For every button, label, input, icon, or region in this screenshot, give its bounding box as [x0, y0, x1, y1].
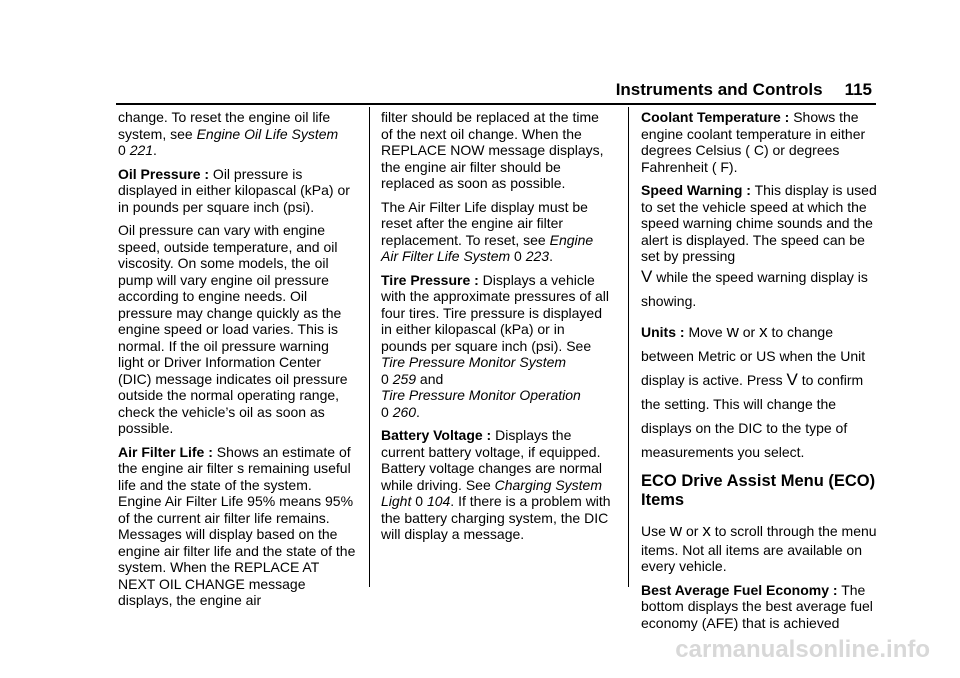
paragraph-units: Units : Move w or x to change between Metric or US when the Unit display is active. Press V to confirm the setting. This will change the displays on the DIC to the type of measurements you select.	[641, 321, 866, 460]
page-reference[interactable]: 260	[392, 403, 417, 420]
column-divider-2	[628, 107, 629, 587]
term-oil-pressure: Oil Pressure :	[118, 165, 210, 182]
page-ref-arrow-icon: 0	[118, 142, 126, 158]
paragraph: The Air Filter Life display must be reset after the engine air filter replacement. To reset, see Engine Air Filter Life System 0 223.	[381, 198, 594, 264]
page-reference[interactable]: 259	[392, 370, 417, 387]
page-ref-arrow-icon: 0	[381, 370, 389, 387]
watermark: carmanualsonline.info	[675, 636, 930, 663]
term-tire-pressure: Tire Pressure :	[381, 271, 479, 288]
paragraph-battery-voltage: Battery Voltage : Displays the current battery voltage, if equipped. Battery voltage changes are normal while driving. See Charging System Light 0 104. If there is a problem with the battery charging system, the DIC will display a message.	[381, 427, 611, 542]
term-best-average-fuel-economy: Best Average Fuel Economy :	[641, 581, 838, 598]
term-coolant-temperature: Coolant Temperature :	[641, 109, 790, 125]
paragraph: filter should be replaced at the time of the next oil change. When the REPLACE NOW message displays, the engine air filter should be replaced as soon as possible.	[381, 109, 604, 191]
page-ref-arrow-icon: 0	[415, 493, 424, 509]
up-arrow-button-icon: w	[726, 321, 739, 341]
check-button-icon: V	[641, 266, 653, 286]
cross-reference-link[interactable]: Tire Pressure Monitor System	[381, 354, 567, 370]
page-reference[interactable]: 104	[426, 493, 451, 509]
paragraph-best-average-fuel-economy: Best Average Fuel Economy : The bottom displays the best average fuel economy (AFE) that is achieved	[641, 581, 873, 631]
paragraph-speed-warning: Speed Warning : This display is used to set the vehicle speed at which the speed warning chime sounds and the alert is displayed. The speed can be set by pressing V while the speed warning display is showing.	[641, 182, 877, 309]
cross-reference-link[interactable]: Engine Air Filter Life System	[381, 231, 594, 264]
term-air-filter-life: Air Filter Life :	[118, 443, 213, 460]
paragraph-coolant-temperature: Coolant Temperature : Shows the engine coolant temperature in either degrees Celsius ( C) or degrees Fahrenheit ( F).	[641, 109, 866, 175]
cross-reference-link[interactable]: Charging System Light	[381, 476, 603, 509]
term-speed-warning: Speed Warning :	[641, 182, 751, 198]
page-number: 115	[844, 80, 872, 99]
down-arrow-button-icon: x	[759, 321, 768, 341]
cross-reference-link[interactable]: Engine Oil Life System	[196, 125, 339, 142]
header-rule	[116, 103, 876, 105]
down-arrow-button-icon: x	[702, 520, 711, 540]
column-3	[641, 109, 881, 638]
page-reference[interactable]: 221	[129, 142, 154, 158]
up-arrow-button-icon: w	[669, 520, 683, 540]
column-1	[118, 109, 358, 616]
section-heading-eco: ECO Drive Assist Menu (ECO) Items	[641, 471, 876, 509]
term-battery-voltage: Battery Voltage :	[381, 427, 492, 443]
page-ref-arrow-icon: 0	[381, 403, 389, 420]
paragraph: Use w or x to scroll through the menu items. Not all items are available on every vehicle.	[641, 520, 877, 574]
section-title: Instruments and Controls	[615, 80, 823, 99]
paragraph-air-filter: Air Filter Life : Shows an estimate of the engine air filter s remaining useful life and the state of the system. Engine Air Filter Life 95% means 95% of the current air filter life remains. Messages will display based on the engine air filter life and the state of the system. When the REPLACE AT NEXT OIL CHANGE message displays, the engine air	[118, 443, 356, 608]
page-reference[interactable]: 223	[525, 248, 550, 264]
paragraph-oil-pressure: Oil Pressure : Oil pressure is displayed in either kilopascal (kPa) or in pounds per square inch (psi).	[118, 165, 350, 215]
cross-reference-link[interactable]: Tire Pressure Monitor Operation	[381, 387, 581, 403]
paragraph-tire-pressure: Tire Pressure : Displays a vehicle with the approximate pressures of all four tires. Tire pressure is displayed in either kilopascal (kPa) or in pounds per square inch (psi). See Tire Pressure Monitor System 0 259 and Tire Pressure Monitor Operation 0 260.	[381, 271, 609, 420]
paragraph: Oil pressure can vary with engine speed, outside temperature, and oil viscosity. On some models, the oil pump will vary engine oil pressure according to engine needs. Oil pressure may change quickly as the engine speed or load varies. This is normal. If the oil pressure warning light or Driver Information Center (DIC) message indicates oil pressure outside the normal operating range, check the vehicle’s oil as soon as possible.	[118, 222, 348, 436]
page-ref-arrow-icon: 0	[514, 248, 522, 264]
page-header	[616, 80, 872, 100]
check-button-icon: V	[786, 369, 798, 389]
column-divider-1	[369, 107, 370, 587]
term-units: Units :	[641, 323, 685, 340]
paragraph: change. To reset the engine oil life system, see Engine Oil Life System 0 221.	[118, 109, 339, 158]
column-2	[381, 109, 613, 550]
